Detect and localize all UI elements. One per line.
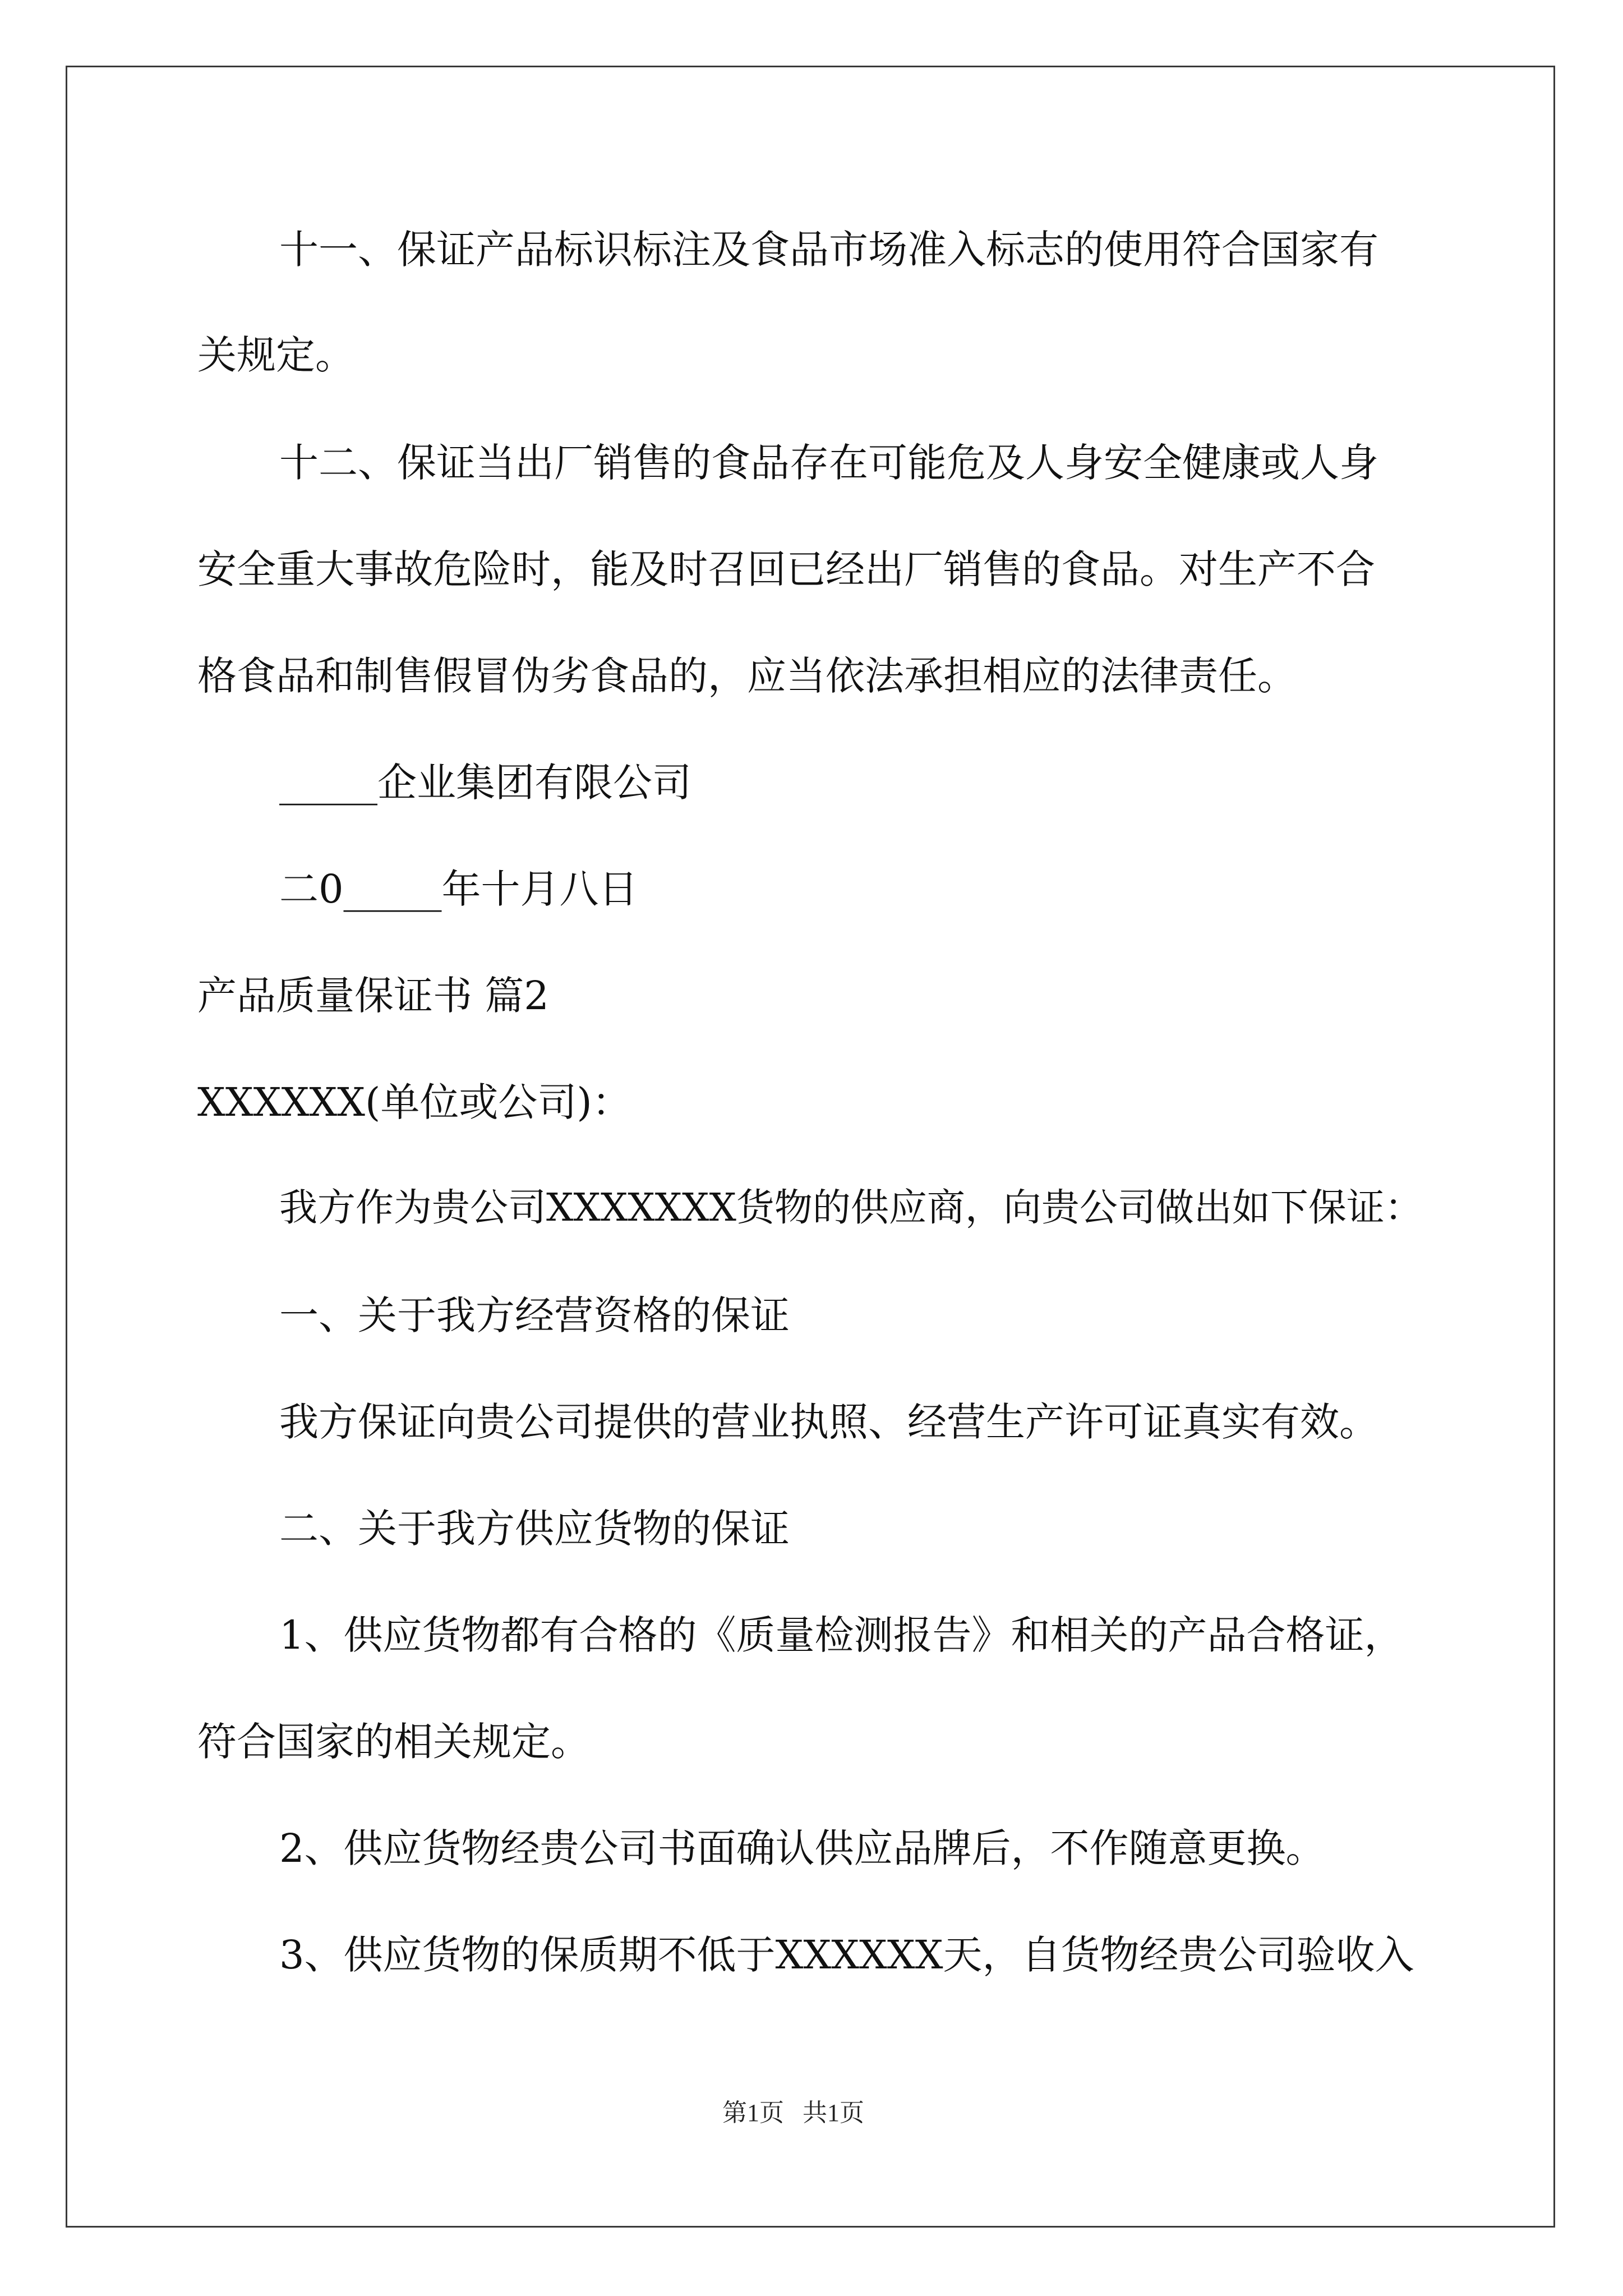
paragraph-line: 格食品和制售假冒伪劣食品的，应当依法承担相应的法律责任。 bbox=[197, 653, 1297, 699]
subheading: 一、关于我方经营资格的保证 bbox=[279, 1292, 790, 1338]
company-signature: _____企业集团有限公司 bbox=[279, 760, 691, 806]
paragraph-line: 2、供应货物经贵公司书面确认供应品牌后，不作随意更换。 bbox=[279, 1825, 1325, 1871]
paragraph-line: 我方保证向贵公司提供的营业执照、经营生产许可证真实有效。 bbox=[279, 1399, 1378, 1445]
signature-date: 二0_____年十月八日 bbox=[279, 866, 638, 912]
paragraph-line: 3、供应货物的保质期不低于XXXXXX天，自货物经贵公司验收入 bbox=[279, 1932, 1414, 1978]
paragraph-line: 1、供应货物都有合格的《质量检测报告》和相关的产品合格证， bbox=[279, 1612, 1404, 1658]
paragraph-line: 我方作为贵公司XXXXXXX货物的供应商，向贵公司做出如下保证： bbox=[279, 1186, 1423, 1230]
paragraph-line: 关规定。 bbox=[197, 332, 354, 378]
paragraph-line: 安全重大事故危险时，能及时召回已经出厂销售的食品。对生产不合 bbox=[197, 546, 1375, 592]
addressee: XXXXXX(单位或公司)： bbox=[197, 1079, 631, 1125]
paragraph-line: 十二、保证当出厂销售的食品存在可能危及人身安全健康或人身 bbox=[279, 440, 1378, 486]
section-heading: 产品质量保证书 篇2 bbox=[197, 973, 549, 1019]
page-footer: 第1页 共1页 bbox=[722, 2099, 864, 2127]
subheading: 二、关于我方供应货物的保证 bbox=[279, 1506, 790, 1552]
paragraph-line: 十一、保证产品标识标注及食品市场准入标志的使用符合国家有 bbox=[279, 227, 1378, 273]
paragraph-line: 符合国家的相关规定。 bbox=[197, 1719, 590, 1765]
page-border bbox=[66, 66, 1555, 2228]
